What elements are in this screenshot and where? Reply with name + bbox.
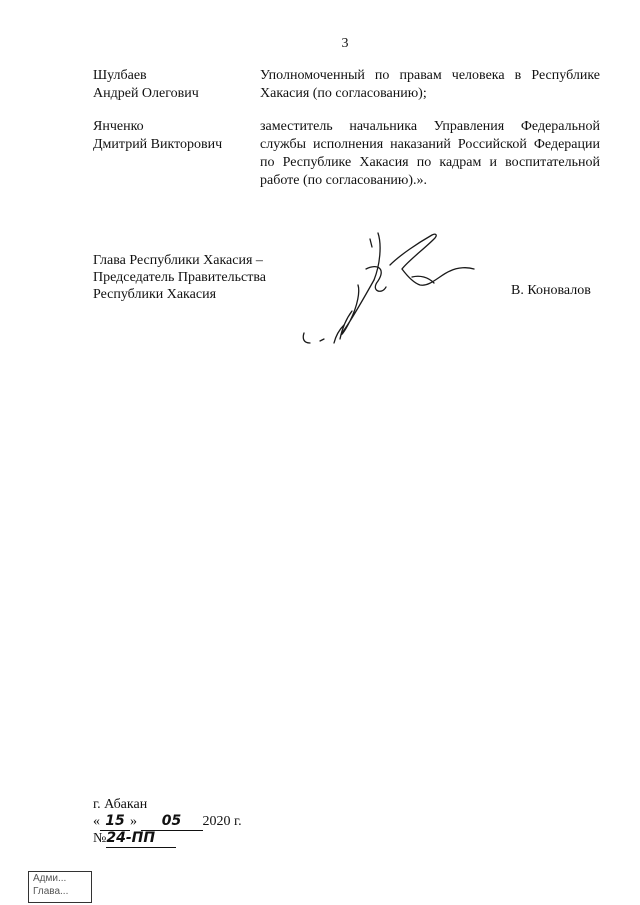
date-year: 2020 г. (202, 814, 242, 829)
member-description (260, 118, 600, 190)
description-line: Хакасия (по согласованию); (260, 86, 427, 101)
position-line: Председатель Правительства (93, 270, 266, 285)
quote-close: » (130, 814, 137, 829)
number-sign: № (93, 831, 107, 846)
member-surname: Шулбаев (93, 68, 147, 83)
position-line: Глава Республики Хакасия – (93, 253, 263, 268)
signatory-position (93, 252, 266, 303)
date-day: 15 (100, 813, 130, 831)
place-and-date (93, 796, 242, 847)
member-row (93, 67, 600, 107)
decree-number: 24-ПП (106, 830, 176, 848)
handwritten-signature (290, 225, 490, 355)
member-given-names: Дмитрий Викторович (93, 137, 223, 152)
member-name (93, 118, 253, 154)
position-line: Республики Хакасия (93, 287, 217, 302)
description-line: заместитель начальника Управления Федеральной (260, 119, 600, 134)
city: г. Абакан (93, 797, 148, 812)
stamp-line: Глава... (33, 886, 69, 897)
stamp-line: Адми... (33, 873, 67, 884)
description-line: службы исполнения наказаний Российской Федерации (260, 137, 600, 152)
member-surname: Янченко (93, 119, 144, 134)
page-number: 3 (341, 36, 349, 51)
description-line: Уполномоченный по правам человека в Республике (260, 68, 600, 83)
date-line (93, 813, 242, 830)
description-line: работе (по согласованию).». (260, 173, 428, 188)
signatory-name: В. Коновалов (511, 283, 591, 298)
registration-stamp (28, 871, 92, 903)
member-given-names: Андрей Олегович (93, 86, 199, 101)
decree-number-line (93, 830, 242, 847)
quote-open: « (93, 814, 100, 829)
date-month: 05 (141, 813, 203, 831)
description-line: по Республике Хакасия по кадрам и воспитательной (260, 155, 600, 170)
member-description (260, 67, 600, 103)
member-name (93, 67, 253, 103)
member-row (93, 118, 600, 194)
